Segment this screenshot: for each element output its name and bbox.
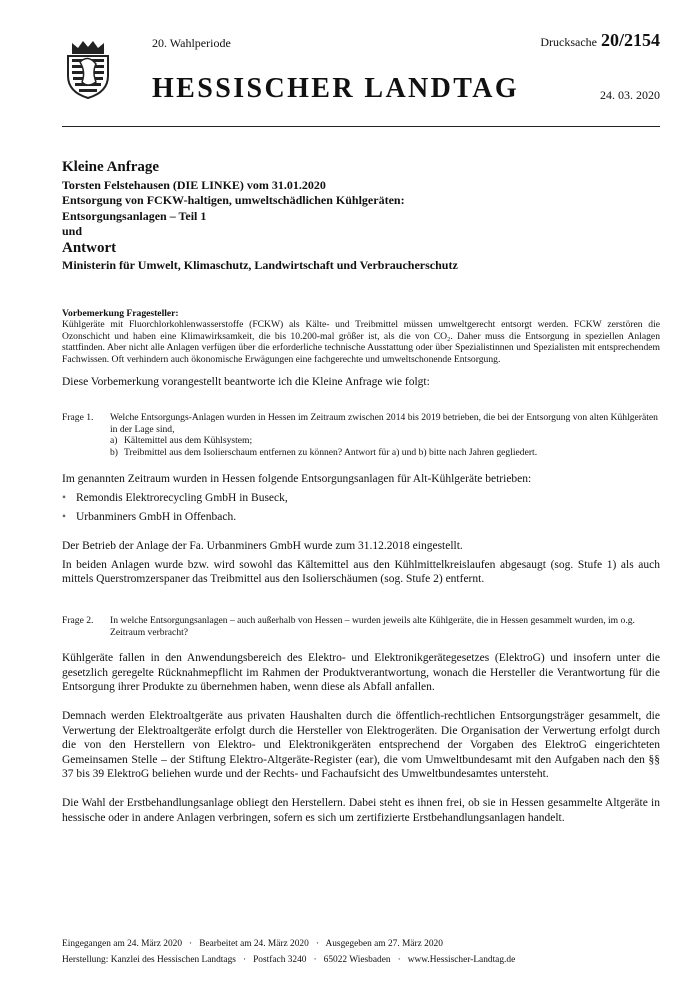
- intro-sentence: Diese Vorbemerkung vorangestellt beantworte ich die Kleine Anfrage wie folgt:: [62, 375, 430, 388]
- question-1-label: Frage 1.: [62, 412, 94, 424]
- item-b-label: b): [110, 447, 118, 459]
- subject-line-1: Entsorgung von FCKW-haltigen, umweltschädlichen Kühlgeräten:: [62, 193, 405, 208]
- ministry-line: Ministerin für Umwelt, Klimaschutz, Landwirtschaft und Verbraucherschutz: [62, 258, 458, 273]
- list-item: • Urbanminers GmbH in Offenbach.: [62, 508, 660, 527]
- bullet-icon: •: [62, 492, 67, 505]
- facility-list: [62, 489, 660, 527]
- item-a-label: a): [110, 435, 118, 447]
- question-2: [62, 615, 660, 638]
- answer-2-paragraph-3: Die Wahl der Erstbehandlungsanlage obliegt den Herstellern. Dabei steht es ihnen frei, ob sie in Hessen gesammelte Altgeräte in hessische oder in andere Anlagen verbringen, sofern es sich um zertifizierte Erstbehandlungsanlagen handelt.: [62, 796, 660, 824]
- question-1-item-b: [110, 447, 660, 459]
- antwort-heading: Antwort: [62, 239, 117, 256]
- drucksache: [540, 30, 660, 51]
- question-1-item-a: [110, 435, 660, 447]
- document-date: 24. 03. 2020: [600, 88, 660, 102]
- drucksache-label: Drucksache: [540, 35, 597, 49]
- bullet-icon: •: [62, 511, 67, 524]
- vorbemerkung: [62, 308, 660, 366]
- legislative-period: 20. Wahlperiode: [152, 36, 231, 50]
- list-item: • Remondis Elektrorecycling GmbH in Buseck,: [62, 489, 660, 508]
- answer-1-paragraph-2: Der Betrieb der Anlage der Fa. Urbanminers GmbH wurde zum 31.12.2018 eingestellt.: [62, 540, 463, 553]
- hessen-coat-of-arms-icon: [62, 38, 114, 100]
- document-footer: [62, 936, 660, 968]
- question-2-label: Frage 2.: [62, 615, 94, 626]
- item-a-text: Kältemittel aus dem Kühlsystem;: [124, 435, 253, 447]
- answer-1-paragraph-3: In beiden Anlagen wurde bzw. wird sowohl das Kältemittel aus den Kühlmittelkreislaufen abgesaugt (sog. Stufe 1) als auch mittels Querstromzerspaner das Treibmittel aus den Isolierschäumen (sog. Stufe 2) entfernt.: [62, 558, 660, 586]
- answer-2-paragraph-2: Demnach werden Elektroaltgeräte aus privaten Haushalten durch die öffentlich-rechtlichen Entsorgungsträger gesammelt, die Verwertung der Elektroaltgeräte erfolgt durch die Hersteller von Elektrogeräten. Die Organisation der Verwertung erfolgt durch die von den Herstellern von Elektro- und Elektronikgeräten entsprechend der Vorgaben des ElektroG eingerichteten Gemeinsamen Stelle – der Stiftung Elektro-Altgeräte-Register (ear), die vom Umweltbundesamt mit den Aufgaben nach den §§ 37 bis 39 ElektroG beliehen wurde und der Rechts- und Fachaufsicht des Umweltbundesamtes untersteht.: [62, 709, 660, 781]
- author-line: Torsten Felstehausen (DIE LINKE) vom 31.01.2020: [62, 177, 326, 192]
- document-body: [62, 160, 660, 825]
- document-kind: Kleine Anfrage: [62, 159, 160, 175]
- footer-publisher: Herstellung: Kanzlei des Hessischen Landtags · Postfach 3240 · 65022 Wiesbaden · www.Hessischer-Landtag.de: [62, 955, 516, 965]
- answer-1-paragraph-1: Im genannten Zeitraum wurden in Hessen folgende Entsorgungsanlagen für Alt-Kühlgeräte betrieben:: [62, 472, 532, 485]
- footer-dates: Eingegangen am 24. März 2020 · Bearbeitet am 24. März 2020 · Ausgegeben am 27. März 2020: [62, 939, 443, 949]
- vorbemerkung-text: Kühlgeräte mit Fluorchlorkohlenwasserstoffe (FCKW) als Kälte- und Treibmittel müssen umweltgerecht entsorgt werden. FCKW zerstören die Ozonschicht und haben eine Klimawirksamkeit, die bis 10.200-mal größer ist, als die von CO₂. Daher muss die Entsorgung in speziellen Anlagen stattfinden. Aber nicht alle Anlagen verfügen über die erforderliche technische Ausstattung oder über Spezialistinnen und Spezialisten mit entsprechendem Fachwissen. Oft verhindern auch ökonomische Erwägungen eine fachgerechte und umweltschonende Entsorgung.: [62, 319, 660, 366]
- question-1: [62, 412, 660, 458]
- answer-2-paragraph-1: Kühlgeräte fallen in den Anwendungsbereich des Elektro- und Elektronikgerätegesetzes (ElektroG) und insofern unter die gesetzlich geregelte Rücknahmepflicht im Rahmen der Produktverantwortung, wonach die Hersteller die Verantwortung für die Entsorgung ihrer Produkte zu übernehmen haben, wenn diese als Abfall anfallen.: [62, 652, 660, 694]
- vorbemerkung-heading: Vorbemerkung Fragesteller:: [62, 307, 179, 319]
- item-b-text: Treibmittel aus dem Isolierschaum entfernen zu können? Antwort für a) und b) bitte nach Jahren gegliedert.: [124, 447, 538, 459]
- subject-line-2: Entsorgungsanlagen – Teil 1: [62, 208, 207, 223]
- und-label: und: [62, 224, 83, 239]
- landtag-title: HESSISCHER LANDTAG: [152, 73, 520, 104]
- question-2-text: In welche Entsorgungsanlagen – auch außerhalb von Hessen – wurden jeweils alte Kühlgeräte, die in Hessen gesammelt wurden, im o.g. Zeitraum verbracht?: [110, 615, 635, 638]
- question-1-text: Welche Entsorgungs-Anlagen wurden in Hessen im Zeitraum zwischen 2014 bis 2019 betrieben, die bei der Entsorgung von alten Kühlgeräten in der Lage sind,: [110, 412, 658, 435]
- header-divider: [62, 126, 660, 127]
- drucksache-number: 20/2154: [600, 30, 660, 50]
